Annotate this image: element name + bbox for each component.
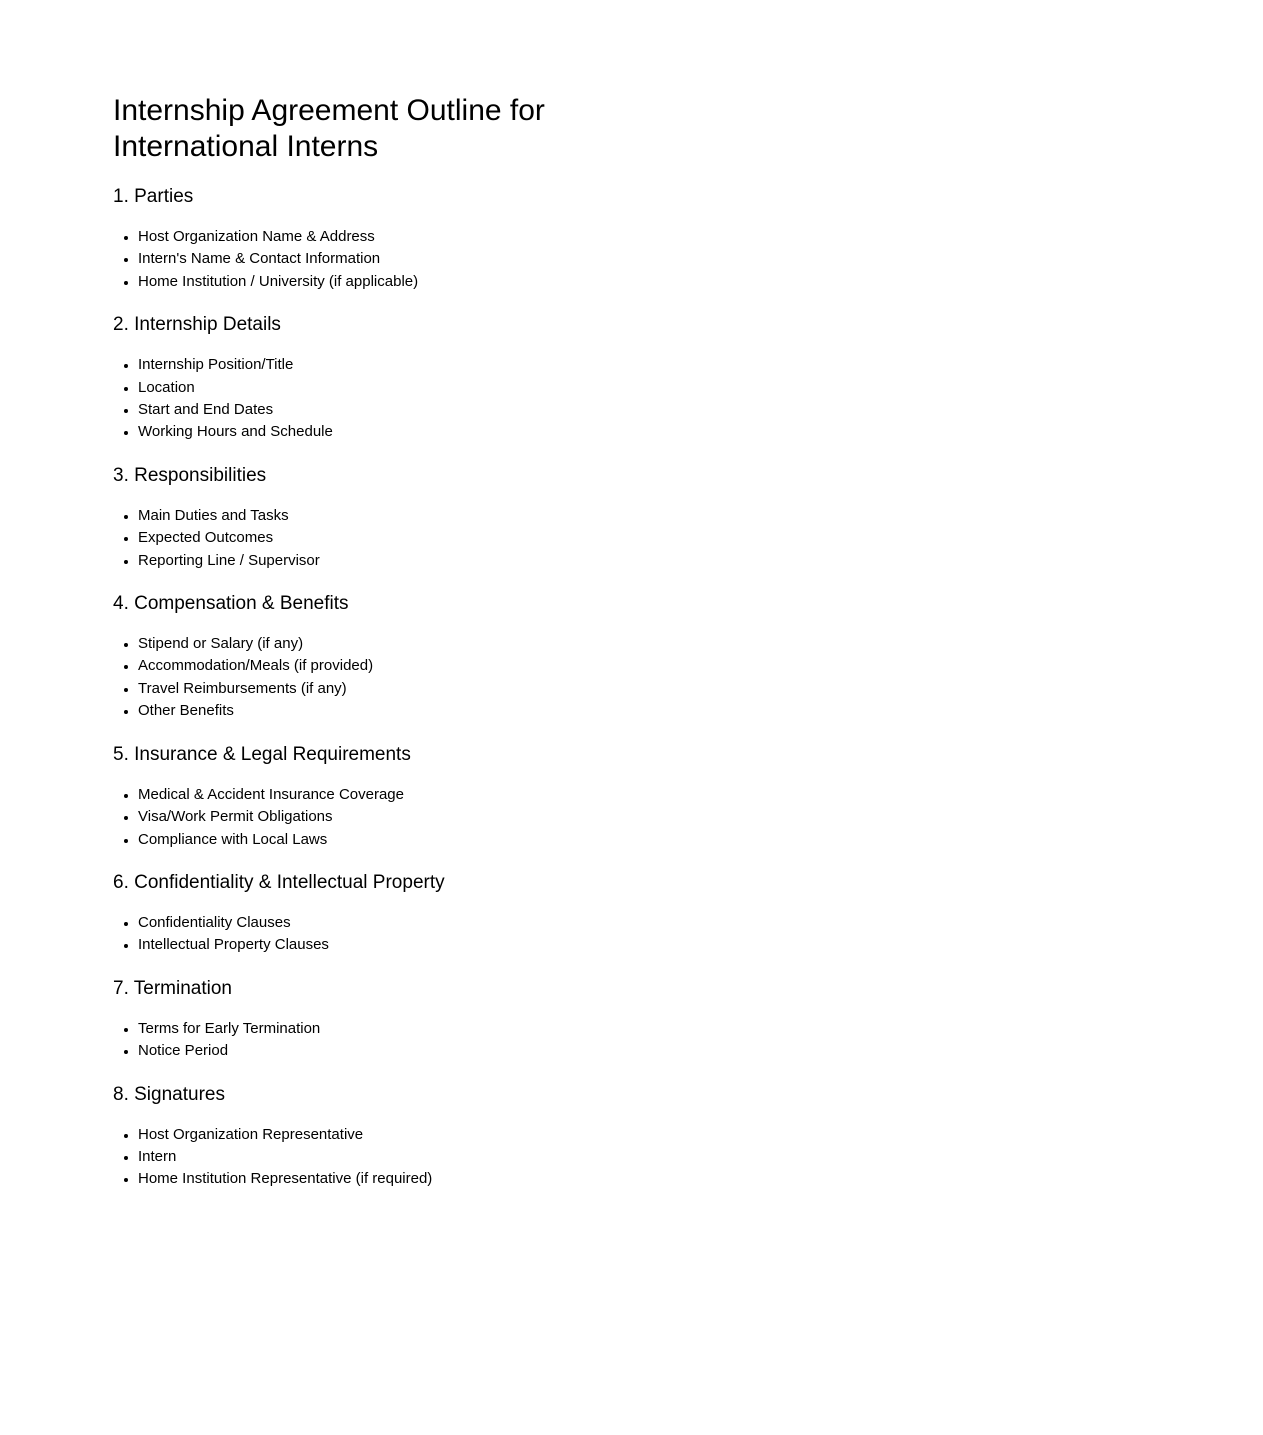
list-item: • Internship Position/Title: [138, 354, 1203, 376]
page-title: Internship Agreement Outline for International Interns: [113, 94, 545, 163]
section-heading: 5. Insurance & Legal Requirements: [113, 743, 411, 765]
list-item: • Intern's Name & Contact Information: [138, 248, 1203, 270]
list-item: • Location: [138, 377, 1203, 399]
list-item: • Visa/Work Permit Obligations: [138, 806, 1203, 828]
section-heading: 6. Confidentiality & Intellectual Property: [113, 871, 445, 893]
outline-section: [113, 743, 1203, 851]
list-item: • Medical & Accident Insurance Coverage: [138, 784, 1203, 806]
section-list: [113, 784, 1203, 851]
list-item: • Intern: [138, 1146, 1203, 1168]
outline-section: [113, 977, 1203, 1063]
list-item: • Accommodation/Meals (if provided): [138, 655, 1203, 677]
sections-container: [113, 185, 1203, 1191]
list-item: • Reporting Line / Supervisor: [138, 550, 1203, 572]
section-heading: 4. Compensation & Benefits: [113, 593, 349, 615]
list-item: • Expected Outcomes: [138, 527, 1203, 549]
section-heading: 7. Termination: [113, 977, 232, 999]
outline-section: [113, 313, 1203, 444]
section-list: [113, 505, 1203, 572]
section-list: [113, 633, 1203, 723]
outline-section: [113, 185, 1203, 293]
section-list: [113, 226, 1203, 293]
list-item: • Host Organization Name & Address: [138, 226, 1203, 248]
list-item: • Start and End Dates: [138, 399, 1203, 421]
outline-section: [113, 871, 1203, 957]
list-item: • Stipend or Salary (if any): [138, 633, 1203, 655]
list-item: • Working Hours and Schedule: [138, 421, 1203, 443]
outline-section: [113, 592, 1203, 723]
section-heading: 2. Internship Details: [113, 314, 281, 336]
list-item: • Home Institution Representative (if required): [138, 1168, 1203, 1190]
list-item: • Host Organization Representative: [138, 1124, 1203, 1146]
list-item: • Other Benefits: [138, 700, 1203, 722]
section-list: [113, 354, 1203, 444]
list-item: • Confidentiality Clauses: [138, 912, 1203, 934]
list-item: • Home Institution / University (if applicable): [138, 271, 1203, 293]
section-list: [113, 1124, 1203, 1191]
list-item: • Travel Reimbursements (if any): [138, 678, 1203, 700]
section-heading: 3. Responsibilities: [113, 464, 267, 486]
section-list: [113, 912, 1203, 957]
outline-section: [113, 1083, 1203, 1191]
section-heading: 8. Signatures: [113, 1083, 225, 1105]
list-item: • Main Duties and Tasks: [138, 505, 1203, 527]
list-item: • Compliance with Local Laws: [138, 829, 1203, 851]
list-item: • Intellectual Property Clauses: [138, 934, 1203, 956]
outline-section: [113, 464, 1203, 572]
section-list: [113, 1018, 1203, 1063]
section-heading: 1. Parties: [113, 186, 194, 207]
list-item: • Terms for Early Termination: [138, 1018, 1203, 1040]
list-item: • Notice Period: [138, 1040, 1203, 1062]
